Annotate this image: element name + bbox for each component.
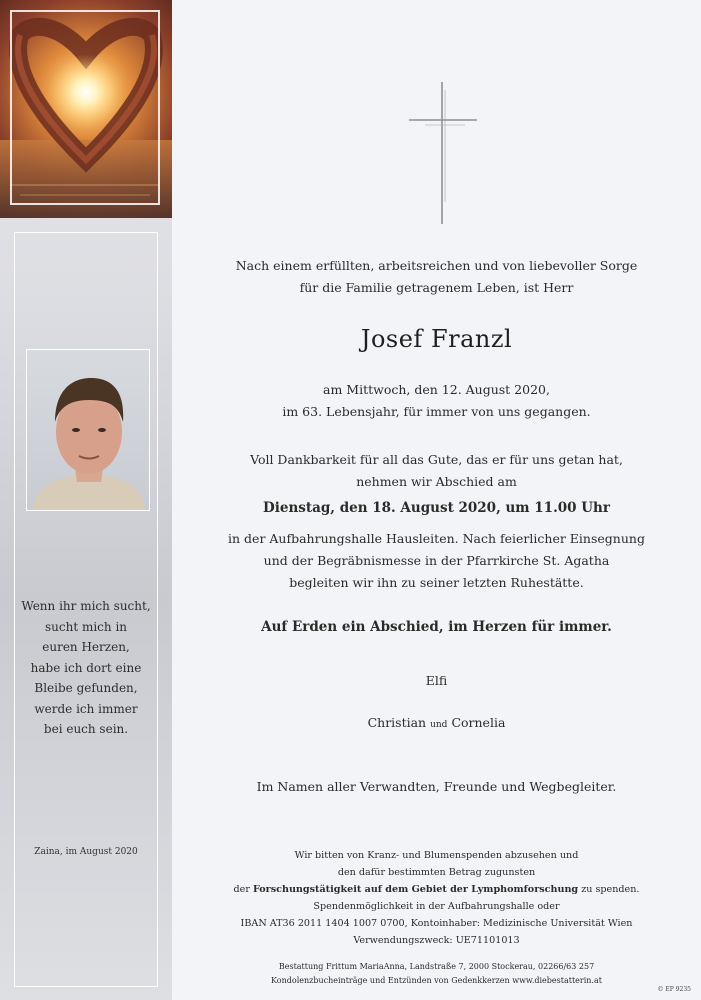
deceased-name: Josef Franzl: [360, 325, 513, 353]
poem-line: Wenn ihr mich sucht,: [21, 599, 151, 613]
donation-line-3: [172, 884, 701, 895]
relatives-line: Im Namen aller Verwandten, Freunde und Wegbegleiter.: [256, 779, 617, 794]
poem-line: sucht mich in: [44, 619, 128, 634]
thanks-line-1: Voll Dankbarkeit für all das Gute, das er für uns getan hat,: [250, 452, 623, 467]
death-line-1: am Mittwoch, den 12. August 2020,: [323, 382, 550, 397]
funeral-line-3: begleiten wir ihn zu seiner letzten Ruhestätte.: [289, 575, 584, 590]
footer-code: © EP 9235: [657, 986, 691, 993]
place-date: Zaina, im August 2020: [34, 847, 138, 857]
donation-line-6: Verwendungszweck: UE71101013: [353, 935, 520, 946]
hero-frame: [10, 10, 160, 205]
hero-image-heart-hands: [0, 0, 172, 218]
funeral-line-2: und der Begräbnismesse in der Pfarrkirche St. Agatha: [263, 553, 610, 568]
poem-line: bei euch sein.: [43, 722, 129, 736]
mourner-2a: Christian: [367, 715, 427, 730]
poem-line: werde ich immer: [34, 701, 138, 716]
portrait-photo: [26, 349, 150, 511]
cross-icon: [405, 82, 477, 224]
portrait-illustration: [27, 350, 150, 511]
death-line-2: im 63. Lebensjahr, für immer von uns gegangen.: [282, 404, 591, 419]
donation-line-3-pre: der: [233, 884, 253, 895]
poem: [14, 596, 158, 740]
donation-line-3-bold: Forschungstätigkeit auf dem Gebiet der Lymphomforschung: [253, 884, 579, 895]
funeral-date: Dienstag, den 18. August 2020, um 11.00 Uhr: [263, 500, 610, 516]
donation-line-2: den dafür bestimmten Betrag zugunsten: [337, 867, 536, 878]
mourner-2b: Cornelia: [451, 715, 506, 730]
mourner-1: Elfi: [425, 673, 448, 688]
donation-line-3-post: zu spenden.: [578, 884, 640, 895]
donation-line-4: Spendenmöglichkeit in der Aufbahrungshalle oder: [313, 901, 560, 912]
donation-line-5: IBAN AT36 2011 1404 1007 0700, Kontoinhaber: Medizinische Universität Wien: [240, 918, 633, 929]
poem-line: Bleibe gefunden,: [34, 681, 138, 695]
footer-line-2: Kondolenzbucheinträge und Entzünden von Gedenkkerzen www.diebestatterin.at: [271, 976, 602, 985]
motto: Auf Erden ein Abschied, im Herzen für immer.: [261, 619, 612, 635]
footer-line-1: Bestattung Frittum MariaAnna, Landstraße 7, 2000 Stockerau, 02266/63 257: [278, 962, 595, 971]
mourner-2: [172, 715, 701, 730]
thanks-line-2: nehmen wir Abschied am: [356, 474, 517, 489]
poem-line: habe ich dort eine: [30, 660, 142, 675]
funeral-line-1: in der Aufbahrungshalle Hausleiten. Nach feierlicher Einsegnung: [228, 531, 645, 546]
donation-line-1: Wir bitten von Kranz- und Blumenspenden abzusehen und: [294, 850, 579, 861]
mourner-2-und: und: [430, 720, 448, 730]
intro-line-2: für die Familie getragenem Leben, ist Herr: [299, 280, 574, 295]
intro-line-1: Nach einem erfüllten, arbeitsreichen und von liebevoller Sorge: [235, 258, 638, 273]
poem-line: euren Herzen,: [42, 640, 130, 654]
